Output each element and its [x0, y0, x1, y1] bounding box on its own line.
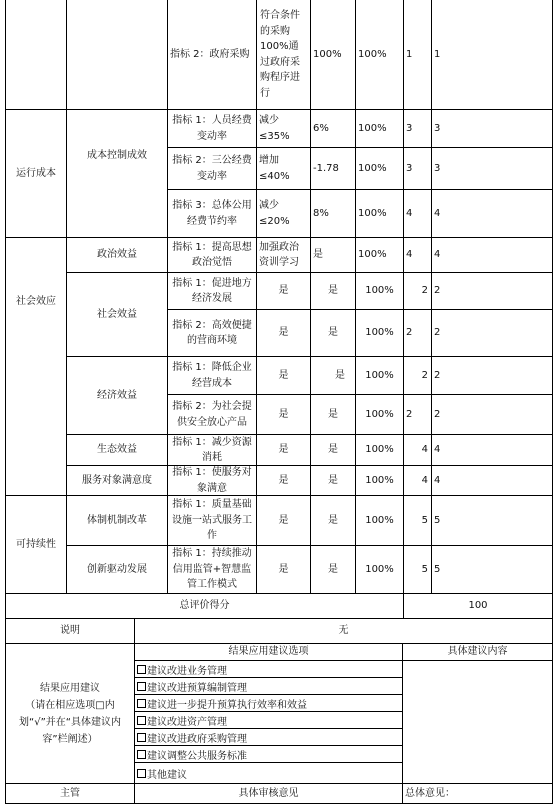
weight-cell: 5: [404, 496, 432, 546]
standard-cell: 增加≤40%: [257, 148, 311, 190]
suggestion-content-area[interactable]: [403, 661, 553, 784]
actual-cell: 是: [311, 435, 356, 466]
checkbox-icon[interactable]: [137, 733, 146, 742]
score-cell: 4: [432, 466, 553, 496]
supervisor-label: 主管: [6, 784, 135, 804]
level2-social: 社会效益: [67, 273, 168, 357]
weight-cell: 1: [404, 0, 432, 110]
score-cell: 5: [432, 546, 553, 594]
level1-operating-cost: 运行成本: [6, 110, 67, 238]
actual-cell: 是: [311, 357, 356, 395]
level2-political: 政治效益: [67, 238, 168, 273]
score-cell: 3: [432, 148, 553, 190]
actual-cell: 是: [311, 466, 356, 496]
actual-cell: 是: [311, 273, 356, 310]
level2-ecological: 生态效益: [67, 435, 168, 466]
indicator-cell: 指标 2：三公经费变动率: [168, 148, 257, 190]
score-cell: 2: [432, 273, 553, 310]
actual-cell: 是: [311, 395, 356, 435]
level2-innovation: 创新驱动发展: [67, 546, 168, 594]
suggestion-option-procurement[interactable]: 建议改进政府采购管理: [135, 729, 403, 746]
standard-cell: 是: [257, 310, 311, 357]
standard-cell: 减少≤35%: [257, 110, 311, 148]
weight-cell: 4: [404, 238, 432, 273]
checkbox-icon[interactable]: [137, 750, 146, 759]
score-cell: 2: [432, 395, 553, 435]
review-opinion-label: 具体审核意见: [135, 784, 403, 804]
weight-cell: 3: [404, 148, 432, 190]
note-label: 说明: [6, 619, 135, 644]
rate-cell: 100%: [356, 273, 404, 310]
rate-cell: 100%: [356, 310, 404, 357]
actual-cell: 是: [311, 496, 356, 546]
rate-cell: 100%: [356, 190, 404, 238]
level2-cell-empty: [67, 0, 168, 110]
weight-cell: 4: [404, 466, 432, 496]
indicator-cell: 指标 1：减少资源消耗: [168, 435, 257, 466]
standard-cell: 是: [257, 435, 311, 466]
rate-cell: 100%: [356, 148, 404, 190]
actual-cell: 100%: [311, 0, 356, 110]
weight-cell: 3: [404, 110, 432, 148]
standard-cell: 减少≤20%: [257, 190, 311, 238]
actual-cell: -1.78: [311, 148, 356, 190]
checkbox-icon[interactable]: [137, 665, 146, 674]
score-cell: 4: [432, 190, 553, 238]
suggestions-label: 结果应用建议 （请在相应选项□内划“√”并在“具体建议内容”栏阐述）: [6, 644, 135, 784]
actual-cell: 是: [311, 238, 356, 273]
indicator-cell: 指标 3：总体公用经费节约率: [168, 190, 257, 238]
score-cell: 4: [432, 238, 553, 273]
weight-cell: 2: [404, 395, 432, 435]
checkbox-icon[interactable]: [137, 699, 146, 708]
standard-cell: 是: [257, 357, 311, 395]
indicator-cell: 指标 1：人员经费变动率: [168, 110, 257, 148]
weight-cell: 4: [404, 190, 432, 238]
standard-cell: 是: [257, 496, 311, 546]
score-cell: 2: [432, 357, 553, 395]
indicator-cell: 指标 2：为社会提供安全放心产品: [168, 395, 257, 435]
standard-cell: 是: [257, 273, 311, 310]
suggestion-option-asset[interactable]: 建议改进资产管理: [135, 712, 403, 729]
indicator-cell: 指标 1：降低企业经营成本: [168, 357, 257, 395]
total-score-label: 总评价得分: [6, 594, 404, 619]
checkbox-icon[interactable]: [137, 769, 146, 778]
checkbox-icon[interactable]: [137, 716, 146, 725]
rate-cell: 100%: [356, 435, 404, 466]
level2-economic: 经济效益: [67, 357, 168, 435]
indicator-cell: 指标 2：政府采购: [168, 0, 257, 110]
actual-cell: 8%: [311, 190, 356, 238]
checkbox-icon[interactable]: [137, 682, 146, 691]
level2-satisfaction: 服务对象满意度: [67, 466, 168, 496]
rate-cell: 100%: [356, 238, 404, 273]
rate-cell: 100%: [356, 395, 404, 435]
overall-opinion-label: 总体意见：: [403, 784, 553, 804]
indicator-cell: 指标 1：提高思想政治觉悟: [168, 238, 257, 273]
indicator-cell: 指标 1：质量基础设施一站式服务工作: [168, 496, 257, 546]
weight-cell: 2: [404, 273, 432, 310]
level1-social-effect: 社会效应: [6, 238, 67, 496]
rate-cell: 100%: [356, 546, 404, 594]
level2-institutional: 体制机制改革: [67, 496, 168, 546]
indicator-cell: 指标 1：使服务对象满意: [168, 466, 257, 496]
suggestion-option-budget[interactable]: 建议改进预算编制管理: [135, 678, 403, 695]
standard-cell: 符合条件的采购100%通过政府采购程序进行: [257, 0, 311, 110]
standard-cell: 加强政治资训学习: [257, 238, 311, 273]
rate-cell: 100%: [356, 496, 404, 546]
score-cell: 2: [432, 310, 553, 357]
weight-cell: 5: [404, 546, 432, 594]
level2-cost-control: 成本控制成效: [67, 110, 168, 238]
suggestion-options-header: 结果应用建议选项: [135, 644, 403, 661]
standard-cell: 是: [257, 546, 311, 594]
weight-cell: 2: [404, 357, 432, 395]
standard-cell: 是: [257, 466, 311, 496]
score-cell: 1: [432, 0, 553, 110]
indicator-cell: 指标 2：高效便捷的营商环境: [168, 310, 257, 357]
suggestion-option-other[interactable]: 其他建议: [135, 763, 403, 784]
weight-cell: 2: [404, 310, 432, 357]
actual-cell: 是: [311, 310, 356, 357]
suggestion-content-header: 具体建议内容: [403, 644, 553, 661]
rate-cell: 100%: [356, 466, 404, 496]
suggestion-option-business[interactable]: 建议改进业务管理: [135, 661, 403, 678]
indicator-cell: 指标 1：持续推动信用监管+智慧监管工作模式: [168, 546, 257, 594]
actual-cell: 6%: [311, 110, 356, 148]
rate-cell: 100%: [356, 110, 404, 148]
suggestion-option-service-standard[interactable]: 建议调整公共服务标准: [135, 746, 403, 763]
indicator-cell: 指标 1：促进地方经济发展: [168, 273, 257, 310]
level1-cell-empty: [6, 0, 67, 110]
note-value: 无: [135, 619, 553, 644]
weight-cell: 4: [404, 435, 432, 466]
suggestion-option-efficiency[interactable]: 建议进一步提升预算执行效率和效益: [135, 695, 403, 712]
actual-cell: 是: [311, 546, 356, 594]
standard-cell: 是: [257, 395, 311, 435]
level1-sustainability: 可持续性: [6, 496, 67, 594]
rate-cell: 100%: [356, 0, 404, 110]
rate-cell: 100%: [356, 357, 404, 395]
score-cell: 3: [432, 110, 553, 148]
total-score-value: 100: [404, 594, 553, 619]
score-cell: 5: [432, 496, 553, 546]
score-cell: 4: [432, 435, 553, 466]
